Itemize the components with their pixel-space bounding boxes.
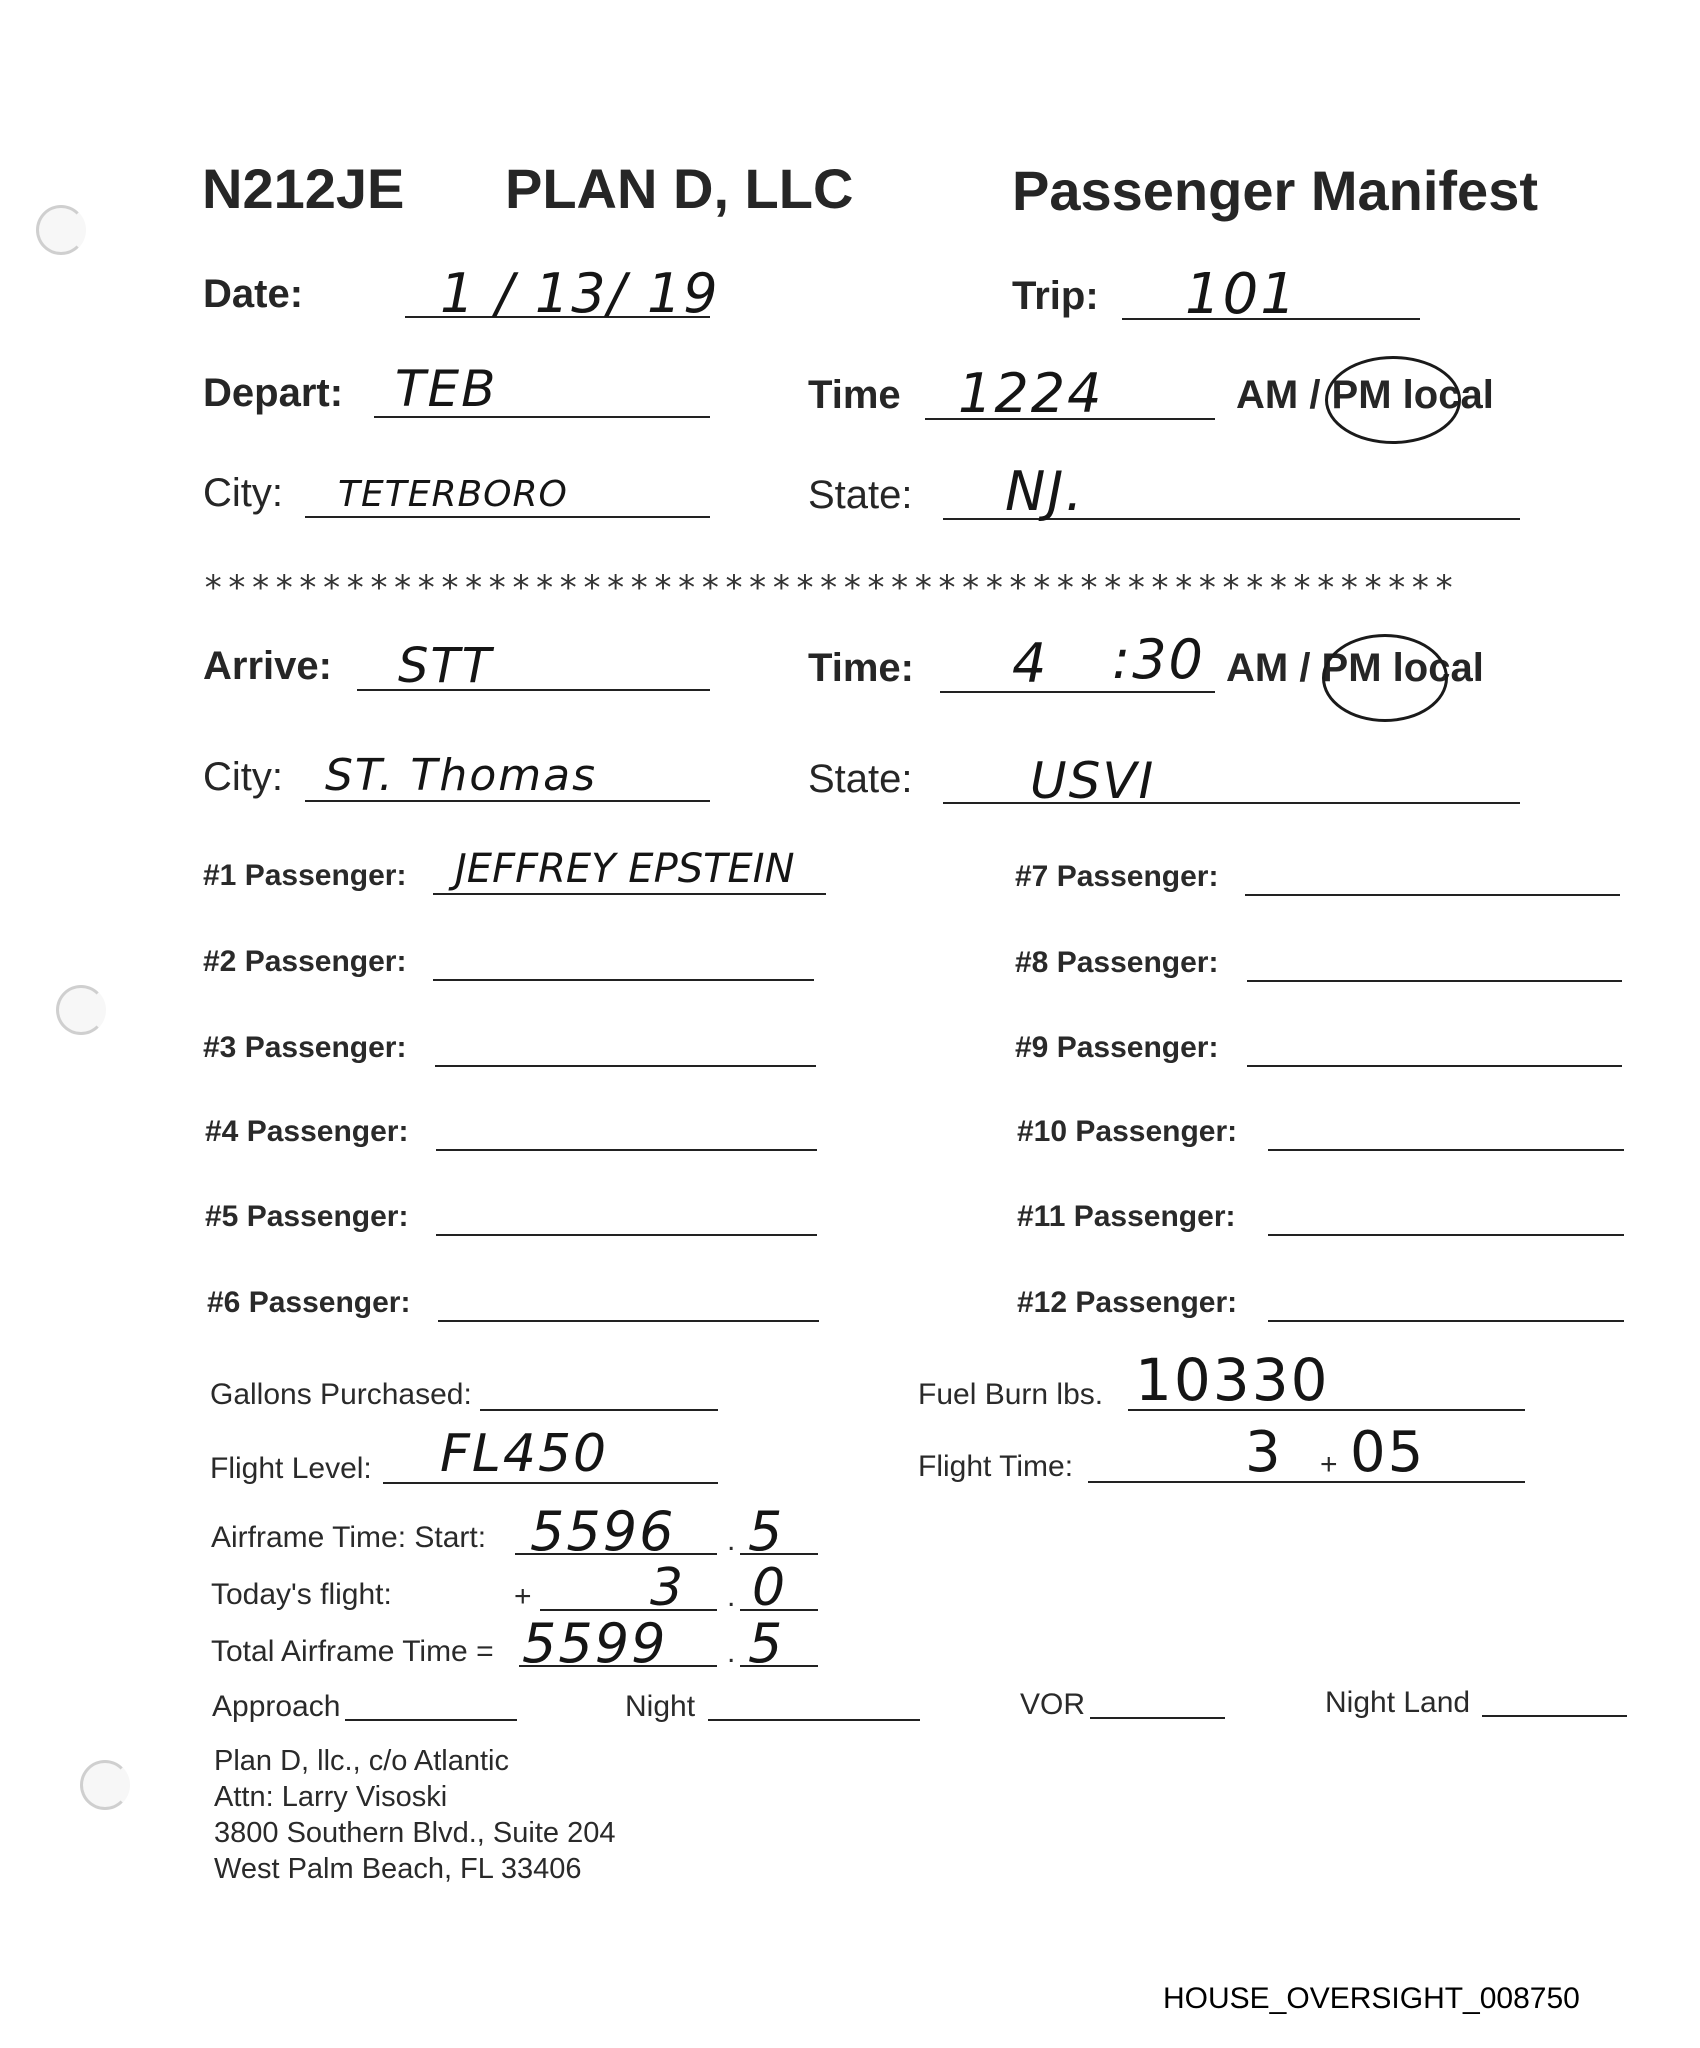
depart-value: TEB xyxy=(395,360,498,418)
flight-level-label: Flight Level: xyxy=(210,1452,372,1485)
company-name: PLAN D, LLC xyxy=(505,157,854,220)
passenger-8-label: #8 Passenger: xyxy=(1015,946,1219,979)
vor-label: VOR xyxy=(1020,1688,1086,1721)
separator-stars: ***************************************************** xyxy=(203,568,1458,608)
depart-state-value: NJ. xyxy=(1005,460,1085,523)
passenger-6-label: #6 Passenger: xyxy=(207,1286,411,1319)
passenger-1-line[interactable] xyxy=(433,893,826,895)
passenger-10-line[interactable] xyxy=(1268,1149,1624,1151)
passenger-7-line[interactable] xyxy=(1245,894,1620,896)
approach-line[interactable] xyxy=(345,1719,517,1721)
passenger-11-line[interactable] xyxy=(1268,1234,1624,1236)
airframe-start-whole: 5596 xyxy=(530,1500,676,1563)
arrive-time-minutes: :30 xyxy=(1112,628,1205,691)
gallons-label: Gallons Purchased: xyxy=(210,1378,472,1411)
flight-time-label: Flight Time: xyxy=(918,1450,1074,1483)
fuel-burn-value: 10330 xyxy=(1135,1346,1330,1414)
fuel-burn-label: Fuel Burn lbs. xyxy=(918,1378,1104,1411)
night-label: Night xyxy=(625,1690,696,1723)
passenger-3-line[interactable] xyxy=(435,1065,816,1067)
binder-hole-middle xyxy=(56,985,106,1035)
date-label: Date: xyxy=(203,272,304,316)
passenger-9-line[interactable] xyxy=(1247,1065,1622,1067)
depart-state-label: State: xyxy=(808,473,913,517)
arrive-state-value: USVI xyxy=(1030,752,1156,810)
arrive-time-hour: 4 xyxy=(1012,632,1049,695)
night-line[interactable] xyxy=(708,1719,920,1721)
passenger-4-label: #4 Passenger: xyxy=(205,1115,409,1148)
passenger-9-label: #9 Passenger: xyxy=(1015,1031,1219,1064)
passenger-5-label: #5 Passenger: xyxy=(205,1200,409,1233)
arrive-state-label: State: xyxy=(808,757,913,801)
date-value: 1 / 13/ 19 xyxy=(440,262,720,325)
flight-time-plus: + xyxy=(1320,1448,1338,1481)
total-airframe-label: Total Airframe Time = xyxy=(211,1635,494,1668)
airframe-start-tenth: 5 xyxy=(748,1500,785,1563)
trip-value: 101 xyxy=(1185,262,1298,327)
binder-hole-top xyxy=(36,205,86,255)
arrive-pm-circle xyxy=(1322,634,1448,722)
depart-pm-circle xyxy=(1325,356,1461,444)
passenger-10-label: #10 Passenger: xyxy=(1017,1115,1238,1148)
arrive-city-label: City: xyxy=(203,755,283,799)
todays-flight-label: Today's flight: xyxy=(211,1578,392,1611)
passenger-12-label: #12 Passenger: xyxy=(1017,1286,1238,1319)
bates-number: HOUSE_OVERSIGHT_008750 xyxy=(1163,1982,1580,2015)
arrive-value: STT xyxy=(398,638,494,694)
arrive-ampm-label: AM / PM local xyxy=(1226,646,1484,690)
address-line-2: Attn: Larry Visoski xyxy=(214,1781,448,1813)
passenger-1-label: #1 Passenger: xyxy=(203,859,407,892)
passenger-5-line[interactable] xyxy=(436,1234,817,1236)
passenger-11-label: #11 Passenger: xyxy=(1017,1200,1236,1233)
arrive-label: Arrive: xyxy=(203,644,332,688)
arrive-time-label: Time: xyxy=(808,646,914,690)
flight-time-minutes: 05 xyxy=(1350,1420,1426,1485)
passenger-2-line[interactable] xyxy=(433,979,814,981)
todays-flight-plus: + xyxy=(514,1580,532,1613)
todays-flight-whole: 3 xyxy=(650,1558,686,1618)
airframe-start-point: . xyxy=(727,1524,736,1557)
passenger-8-line[interactable] xyxy=(1247,980,1622,982)
todays-flight-tenth: 0 xyxy=(752,1558,788,1618)
trip-label: Trip: xyxy=(1012,274,1099,318)
binder-hole-bottom xyxy=(80,1760,130,1810)
depart-city-label: City: xyxy=(203,471,283,515)
passenger-12-line[interactable] xyxy=(1268,1320,1624,1322)
depart-time-label: Time xyxy=(808,373,901,417)
form-title: Passenger Manifest xyxy=(1012,159,1538,222)
tail-number: N212JE xyxy=(202,157,405,220)
passenger-4-line[interactable] xyxy=(436,1149,817,1151)
todays-flight-point: . xyxy=(727,1580,736,1613)
arrive-time-line[interactable] xyxy=(940,691,1215,693)
total-airframe-whole: 5599 xyxy=(522,1612,668,1675)
passenger-2-label: #2 Passenger: xyxy=(203,945,407,978)
night-land-label: Night Land xyxy=(1325,1686,1471,1719)
flight-level-value: FL450 xyxy=(440,1424,609,1484)
arrive-city-value: ST. Thomas xyxy=(325,750,597,801)
gallons-line[interactable] xyxy=(480,1409,718,1411)
night-land-line[interactable] xyxy=(1482,1715,1627,1717)
depart-city-line[interactable] xyxy=(305,516,710,518)
passenger-1-value: JEFFREY EPSTEIN xyxy=(455,846,795,892)
total-airframe-point: . xyxy=(727,1636,736,1669)
flight-time-line[interactable] xyxy=(1088,1481,1525,1483)
passenger-3-label: #3 Passenger: xyxy=(203,1031,407,1064)
depart-time-value: 1224 xyxy=(958,362,1104,425)
passenger-7-label: #7 Passenger: xyxy=(1015,860,1219,893)
approach-label: Approach xyxy=(212,1690,341,1723)
address-line-1: Plan D, llc., c/o Atlantic xyxy=(214,1745,509,1777)
vor-line[interactable] xyxy=(1090,1717,1225,1719)
todays-flight-whole-line[interactable] xyxy=(540,1609,717,1611)
depart-label: Depart: xyxy=(203,371,344,415)
total-airframe-tenth: 5 xyxy=(748,1612,785,1675)
depart-city-value: TETERBORO xyxy=(338,474,568,515)
airframe-start-label: Airframe Time: Start: xyxy=(211,1521,487,1554)
address-line-3: 3800 Southern Blvd., Suite 204 xyxy=(214,1817,616,1849)
passenger-6-line[interactable] xyxy=(438,1320,819,1322)
depart-ampm-label: AM / PM local xyxy=(1236,373,1494,417)
address-line-4: West Palm Beach, FL 33406 xyxy=(214,1853,582,1885)
flight-time-hours: 3 xyxy=(1245,1420,1283,1485)
